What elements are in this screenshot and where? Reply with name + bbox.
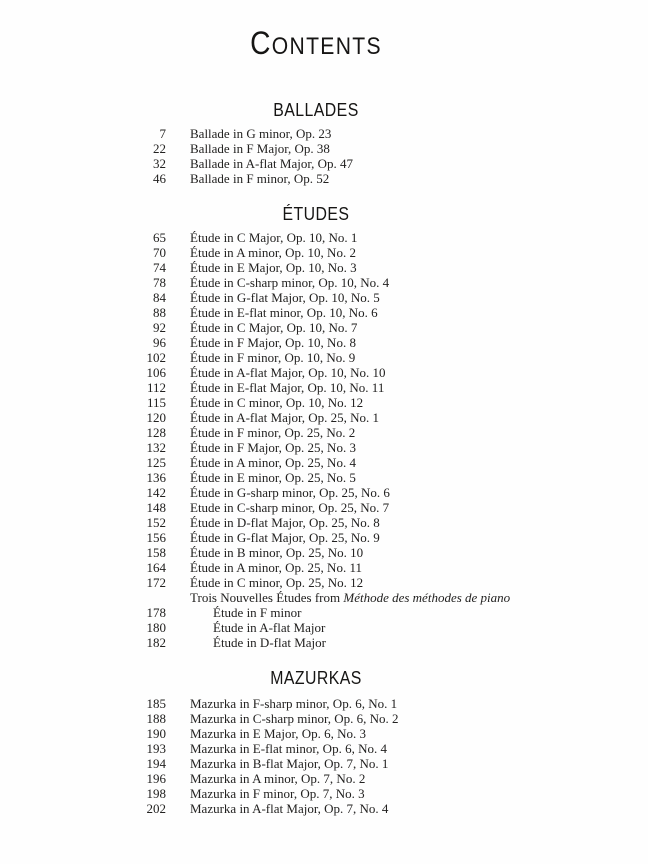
page-number: 142 xyxy=(146,485,166,500)
toc-entry xyxy=(136,500,648,515)
section-heading-mazurkas: MAZURKAS xyxy=(270,668,362,688)
work-title: Étude in C minor, Op. 10, No. 12 xyxy=(190,395,364,410)
page-number: 193 xyxy=(146,741,166,756)
work-title: Mazurka in E-flat minor, Op. 6, No. 4 xyxy=(190,741,387,756)
toc-entry xyxy=(136,380,648,395)
work-title: Étude in E Major, Op. 10, No. 3 xyxy=(190,260,357,275)
toc-entry xyxy=(136,350,648,365)
page-number: 152 xyxy=(146,515,166,530)
page-number: 92 xyxy=(153,320,166,335)
work-title: Étude in E-flat Major, Op. 10, No. 11 xyxy=(190,380,385,395)
toc-entry xyxy=(136,756,648,771)
page-number: 128 xyxy=(146,425,166,440)
subgroup-intro-row xyxy=(136,590,648,605)
toc-entry xyxy=(136,515,648,530)
toc-entry xyxy=(136,455,648,470)
toc-entry xyxy=(136,425,648,440)
toc-entry xyxy=(136,245,648,260)
page-number: 46 xyxy=(153,171,166,186)
work-title: Étude in A-flat Major, Op. 25, No. 1 xyxy=(190,410,380,425)
work-title: Étude in F minor, Op. 10, No. 9 xyxy=(190,350,356,365)
page-number: 96 xyxy=(153,335,166,350)
work-title: Ballade in G minor, Op. 23 xyxy=(190,126,332,141)
page-number: 125 xyxy=(146,455,166,470)
toc-entry xyxy=(136,365,648,380)
toc-entry xyxy=(136,771,648,786)
work-title: Mazurka in B-flat Major, Op. 7, No. 1 xyxy=(190,756,389,771)
section-ballades xyxy=(0,98,648,186)
page-number: 65 xyxy=(153,230,166,245)
page-number: 158 xyxy=(146,545,166,560)
work-title: Étude in D-flat Major xyxy=(213,635,326,650)
work-title: Mazurka in F-sharp minor, Op. 6, No. 1 xyxy=(190,696,398,711)
work-title: Étude in G-sharp minor, Op. 25, No. 6 xyxy=(190,485,390,500)
toc-entry xyxy=(136,696,648,711)
section-etudes xyxy=(0,202,648,650)
work-title: Étude in D-flat Major, Op. 25, No. 8 xyxy=(190,515,380,530)
work-title: Étude in G-flat Major, Op. 10, No. 5 xyxy=(190,290,380,305)
toc-entry xyxy=(136,605,648,620)
work-title: Étude in A-flat Major, Op. 10, No. 10 xyxy=(190,365,386,380)
work-title: Étude in C Major, Op. 10, No. 1 xyxy=(190,230,358,245)
toc-entry xyxy=(136,126,648,141)
page-number: 156 xyxy=(146,530,166,545)
page-number: 70 xyxy=(153,245,166,260)
toc-entry xyxy=(136,275,648,290)
toc-entry xyxy=(136,470,648,485)
work-title: Mazurka in F minor, Op. 7, No. 3 xyxy=(190,786,365,801)
page-number: 115 xyxy=(146,395,166,410)
page-number: 22 xyxy=(153,141,166,156)
subgroup-intro-roman: Trois Nouvelles Études from xyxy=(190,590,344,605)
subgroup-intro-title xyxy=(190,590,510,605)
toc-entry xyxy=(136,395,648,410)
toc-entry xyxy=(136,635,648,650)
nouvelles-etudes-list xyxy=(136,605,648,650)
toc-entry xyxy=(136,726,648,741)
work-title: Étude in G-flat Major, Op. 25, No. 9 xyxy=(190,530,380,545)
toc-entry xyxy=(136,575,648,590)
page-number: 196 xyxy=(146,771,166,786)
work-title: Étude in B minor, Op. 25, No. 10 xyxy=(190,545,364,560)
work-title: Étude in C minor, Op. 25, No. 12 xyxy=(190,575,364,590)
page-number: 188 xyxy=(146,711,166,726)
work-title: Étude in A minor, Op. 25, No. 11 xyxy=(190,560,362,575)
toc-entry xyxy=(136,485,648,500)
toc-entry xyxy=(136,230,648,245)
page-number: 78 xyxy=(153,275,166,290)
toc-entry xyxy=(136,305,648,320)
work-title: Étude in E-flat minor, Op. 10, No. 6 xyxy=(190,305,378,320)
work-title: Étude in F Major, Op. 25, No. 3 xyxy=(190,440,356,455)
work-title: Ballade in A-flat Major, Op. 47 xyxy=(190,156,354,171)
page-number: 120 xyxy=(146,410,166,425)
toc-entry xyxy=(136,741,648,756)
work-title: Étude in A minor, Op. 10, No. 2 xyxy=(190,245,356,260)
page-number: 84 xyxy=(153,290,166,305)
work-title: Étude in A minor, Op. 25, No. 4 xyxy=(190,455,356,470)
toc-entry xyxy=(136,620,648,635)
page-number: 88 xyxy=(153,305,166,320)
section-mazurkas xyxy=(0,666,648,816)
work-title: Étude in C Major, Op. 10, No. 7 xyxy=(190,320,358,335)
page-number: 148 xyxy=(146,500,166,515)
work-title: Etude in C-sharp minor, Op. 25, No. 7 xyxy=(190,500,390,515)
page-number: 106 xyxy=(146,365,166,380)
subgroup-intro-italic: Méthode des méthodes de piano xyxy=(343,590,511,605)
page-number: 74 xyxy=(153,260,166,275)
work-title: Ballade in F minor, Op. 52 xyxy=(190,171,330,186)
page-number: 7 xyxy=(159,126,166,141)
toc-entry xyxy=(136,530,648,545)
page-number: 132 xyxy=(146,440,166,455)
toc-entry xyxy=(136,786,648,801)
section-heading-ballades: BALLADES xyxy=(273,100,359,120)
section-heading-etudes: ÉTUDES xyxy=(282,204,350,224)
toc-entry xyxy=(136,440,648,455)
work-title: Mazurka in A-flat Major, Op. 7, No. 4 xyxy=(190,801,389,816)
page-number: 180 xyxy=(146,620,166,635)
work-title: Mazurka in C-sharp minor, Op. 6, No. 2 xyxy=(190,711,399,726)
toc-entry xyxy=(136,560,648,575)
toc-entry xyxy=(136,141,648,156)
toc-entry xyxy=(136,171,648,186)
work-title: Mazurka in E Major, Op. 6, No. 3 xyxy=(190,726,367,741)
work-title: Ballade in F Major, Op. 38 xyxy=(190,141,330,156)
work-title: Étude in E minor, Op. 25, No. 5 xyxy=(190,470,356,485)
page-number: 198 xyxy=(146,786,166,801)
page-number: 172 xyxy=(146,575,166,590)
work-title: Étude in C-sharp minor, Op. 10, No. 4 xyxy=(190,275,390,290)
work-title: Étude in F minor xyxy=(213,605,302,620)
toc-entry xyxy=(136,410,648,425)
etudes-list xyxy=(136,230,648,590)
ballades-list xyxy=(136,126,648,186)
page-number: 190 xyxy=(146,726,166,741)
toc-entry xyxy=(136,545,648,560)
toc-entry xyxy=(136,320,648,335)
page-title: CONTENTS xyxy=(250,25,382,61)
toc-entry xyxy=(136,156,648,171)
mazurkas-list xyxy=(136,696,648,816)
page-number: 185 xyxy=(146,696,166,711)
work-title: Étude in A-flat Major xyxy=(213,620,326,635)
toc-entry xyxy=(136,711,648,726)
page-number: 194 xyxy=(146,756,166,771)
page-number: 102 xyxy=(146,350,166,365)
work-title: Étude in F minor, Op. 25, No. 2 xyxy=(190,425,356,440)
page-number: 202 xyxy=(146,801,166,816)
work-title: Mazurka in A minor, Op. 7, No. 2 xyxy=(190,771,366,786)
toc-entry xyxy=(136,260,648,275)
work-title: Étude in F Major, Op. 10, No. 8 xyxy=(190,335,356,350)
page-number: 178 xyxy=(146,605,166,620)
toc-entry xyxy=(136,801,648,816)
page-number: 136 xyxy=(146,470,166,485)
toc-entry xyxy=(136,335,648,350)
toc-entry xyxy=(136,290,648,305)
page-number: 112 xyxy=(146,380,166,395)
page-number: 182 xyxy=(146,635,166,650)
page-number: 32 xyxy=(153,156,166,171)
page-number: 164 xyxy=(146,560,166,575)
